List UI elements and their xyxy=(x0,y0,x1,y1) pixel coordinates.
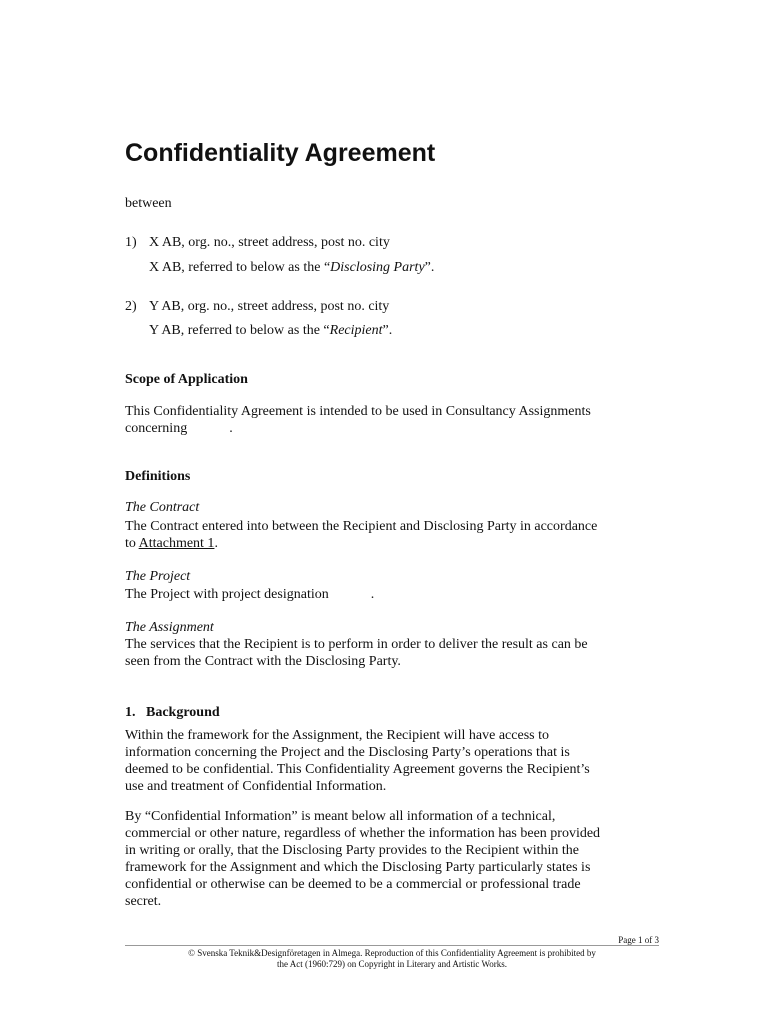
party-2-designation xyxy=(149,322,392,339)
background-p2-line: confidential or otherwise can be deemed to be a commercial or professional trade xyxy=(125,877,581,892)
party-2-address: Y AB, org. no., street address, post no. city xyxy=(149,299,390,314)
between-label: between xyxy=(125,196,172,211)
party-1-term: Disclosing Party xyxy=(330,260,425,275)
contract-term: The Contract xyxy=(125,500,200,515)
party-1-designation xyxy=(149,259,434,276)
party-2-designation-suffix: ”. xyxy=(382,323,393,338)
copyright-line-1: © Svenska Teknik&Designföretagen in Almega. Reproduction of this Confidentiality Agreement is prohibited by xyxy=(188,948,596,958)
contract-line-2-prefix: to xyxy=(125,536,139,551)
background-p1-line: deemed to be confidential. This Confidentiality Agreement governs the Recipient’s xyxy=(125,762,590,777)
scope-heading: Scope of Application xyxy=(125,372,248,387)
contract-line-1: The Contract entered into between the Recipient and Disclosing Party in accordance xyxy=(125,519,598,534)
background-heading: 1. Background xyxy=(125,705,220,720)
background-p1-line: Within the framework for the Assignment, the Recipient will have access to xyxy=(125,728,549,743)
party-1-designation-prefix: X AB, referred to below as the “ xyxy=(149,260,331,275)
party-1-number: 1) xyxy=(125,235,137,250)
document-title: Confidentiality Agreement xyxy=(125,139,436,167)
project-term: The Project xyxy=(125,569,191,584)
background-p2-line: secret. xyxy=(125,894,162,909)
scope-line-2 xyxy=(125,420,233,437)
party-1-designation-suffix: ”. xyxy=(424,260,435,275)
assignment-line-1: The services that the Recipient is to perform in order to deliver the result as can be xyxy=(125,637,588,652)
background-p2-line: framework for the Assignment and which the Disclosing Party particularly states is xyxy=(125,860,591,875)
scope-line-1: This Confidentiality Agreement is intended to be used in Consultancy Assignments xyxy=(125,404,591,419)
background-p1-line: information concerning the Project and the Disclosing Party’s operations that is xyxy=(125,745,570,760)
assignment-line-2: seen from the Contract with the Disclosing Party. xyxy=(125,654,401,669)
assignment-term: The Assignment xyxy=(125,620,214,635)
background-p2-line: commercial or other nature, regardless of whether the information has been provided xyxy=(125,826,601,841)
contract-line-2-suffix: . xyxy=(214,536,218,551)
definitions-heading: Definitions xyxy=(125,469,191,484)
background-paragraph-2 xyxy=(125,808,600,910)
scope-line-2-text: concerning xyxy=(125,421,188,436)
party-2-term: Recipient xyxy=(329,323,383,338)
party-1-address: X AB, org. no., street address, post no. city xyxy=(149,235,390,250)
project-line-end: . xyxy=(370,587,375,602)
background-paragraph-1 xyxy=(125,727,590,795)
copyright-line-2: the Act (1960:729) on Copyright in Literary and Artistic Works. xyxy=(276,959,508,969)
attachment-1-link[interactable]: Attachment 1 xyxy=(138,536,215,551)
footer-divider xyxy=(125,945,659,946)
background-p2-line: in writing or orally, that the Disclosing Party provides to the Recipient within the xyxy=(125,843,580,858)
project-line-text: The Project with project designation xyxy=(125,587,329,602)
party-2-designation-prefix: Y AB, referred to below as the “ xyxy=(149,323,330,338)
project-line xyxy=(125,586,374,603)
contract-line-2 xyxy=(125,535,218,552)
page-number: Page 1 of 3 xyxy=(618,935,659,945)
background-p1-line: use and treatment of Confidential Information. xyxy=(125,779,387,794)
scope-line-2-end: . xyxy=(229,421,233,436)
party-2-number: 2) xyxy=(125,299,137,314)
background-p2-line: By “Confidential Information” is meant below all information of a technical, xyxy=(125,809,556,824)
